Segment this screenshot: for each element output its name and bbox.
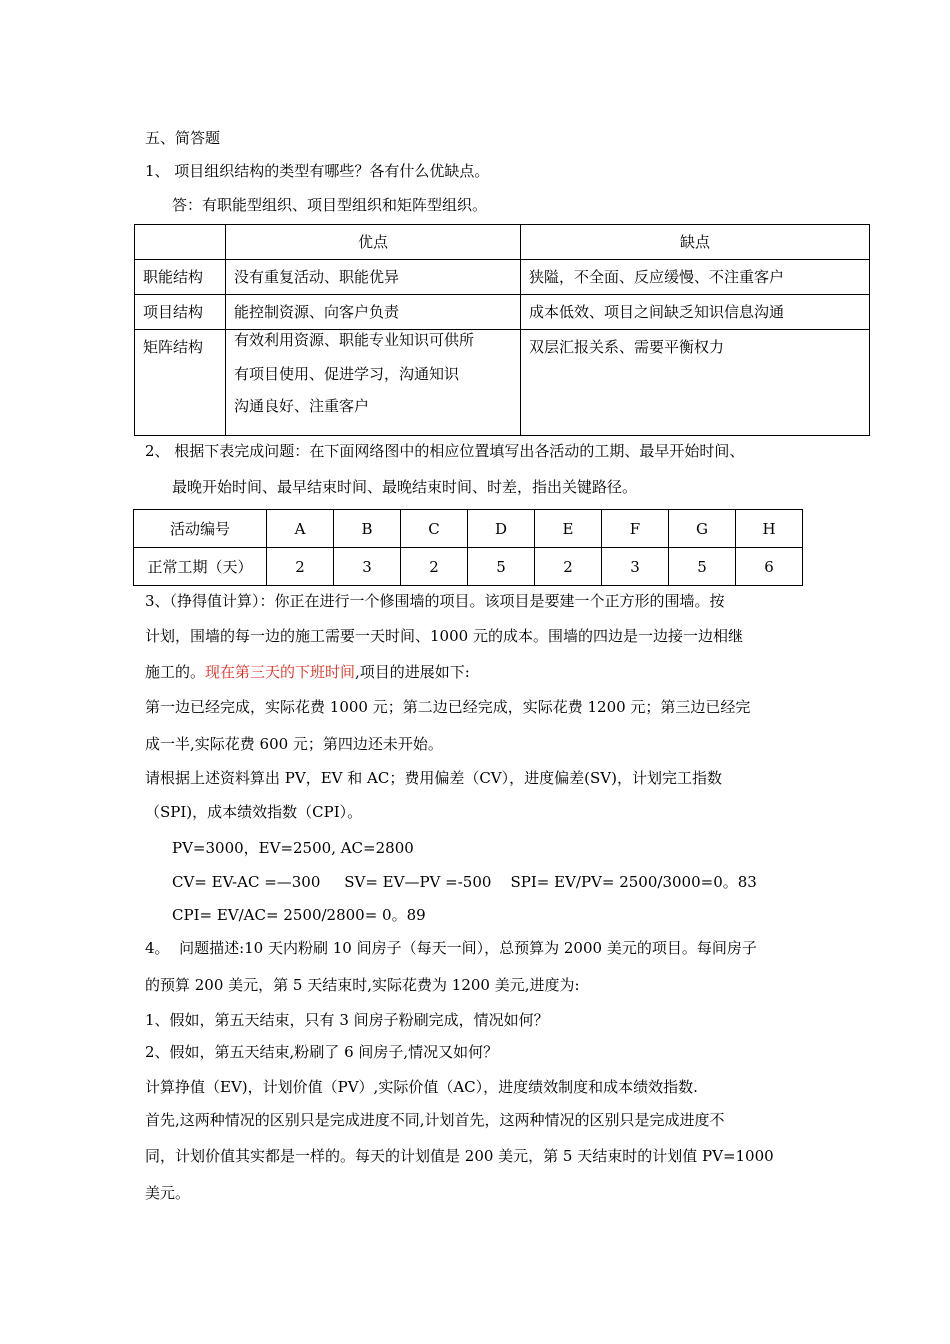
text-segment: ,项目的进展如下: <box>355 663 470 681</box>
calc-line-2: CV= EV-AC =—300 SV= EV—PV =-500 SPI= EV/PV= 2500/3000=0。83 <box>172 873 757 891</box>
calc-line-1: PV=3000，EV=2500, AC=2800 <box>172 839 414 857</box>
question-3-line-1: 3、（挣得值计算）：你正在进行一个修围墙的项目。该项目是要建一个正方形的围墙。按 <box>145 592 725 610</box>
structure-pros <box>226 330 521 436</box>
org-structure-table <box>134 224 870 436</box>
duration-value: 2 <box>535 548 602 586</box>
table-header-empty <box>135 225 226 260</box>
structure-type: 矩阵结构 <box>135 330 226 436</box>
question-4-line-6: 首先,这两种情况的区别只是完成进度不同,计划首先，这两种情况的区别只是完成进度不 <box>145 1111 725 1129</box>
calc-line-3: CPI= EV/AC= 2500/2800= 0。89 <box>172 906 426 924</box>
activity-id: B <box>334 510 401 548</box>
answer-1: 答：有职能型组织、项目型组织和矩阵型组织。 <box>172 196 488 214</box>
question-4-line-4: 2、假如，第五天结束,粉刷了 6 间房子,情况又如何？ <box>145 1043 499 1061</box>
table-header-cons: 缺点 <box>521 225 870 260</box>
question-4-line-5: 计算挣值（EV)，计划价值（PV）,实际价值（AC），进度绩效制度和成本绩效指数. <box>145 1078 698 1096</box>
question-3-line-7: （SPI)，成本绩效指数（CPI）。 <box>145 803 363 821</box>
highlighted-text: 现在第三天的下班时间 <box>205 663 356 681</box>
activity-id: A <box>267 510 334 548</box>
duration-value: 2 <box>401 548 468 586</box>
pros-line: 有项目使用、促进学习，沟通知识 <box>234 365 460 383</box>
pros-line: 有效利用资源、职能专业知识可供所 <box>234 331 475 349</box>
pros-line: 沟通良好、注重客户 <box>234 397 370 415</box>
duration-value: 6 <box>736 548 803 586</box>
question-4-line-1: 4。 问题描述:10 天内粉刷 10 间房子（每天一间），总预算为 2000 美元的项目。每间房子 <box>145 939 757 957</box>
text-segment: 施工的。 <box>145 663 206 681</box>
question-4-line-3: 1、假如，第五天结束，只有 3 间房子粉刷完成，情况如何？ <box>145 1011 549 1029</box>
activity-id: E <box>535 510 602 548</box>
table-row <box>134 510 803 548</box>
section-heading: 五、简答题 <box>145 129 221 147</box>
question-4-line-8: 美元。 <box>145 1184 191 1202</box>
question-4-line-7: 同，计划价值其实都是一样的。每天的计划值是 200 美元，第 5 天结束时的计划值 PV=1000 <box>145 1147 774 1165</box>
question-3-line-5: 成一半,实际花费 600 元；第四边还未开始。 <box>145 735 443 753</box>
structure-pros: 没有重复活动、职能优异 <box>226 260 521 295</box>
table-row <box>134 548 803 586</box>
activity-id: C <box>401 510 468 548</box>
table-row <box>135 330 870 436</box>
activity-table <box>133 509 803 586</box>
activity-id: F <box>602 510 669 548</box>
question-2-line-2: 最晚开始时间、最早结束时间、最晚结束时间、时差，指出关键路径。 <box>172 478 638 496</box>
duration-value: 5 <box>468 548 535 586</box>
table-row <box>135 260 870 295</box>
structure-pros: 能控制资源、向客户负责 <box>226 295 521 330</box>
question-3-line-4: 第一边已经完成，实际花费 1000 元；第二边已经完成，实际花费 1200 元；第三边已经完 <box>145 698 751 716</box>
duration-value: 2 <box>267 548 334 586</box>
duration-label: 正常工期（天） <box>134 548 267 586</box>
question-1: 1、 项目组织结构的类型有哪些？各有什么优缺点。 <box>145 162 490 180</box>
activity-id-label: 活动编号 <box>134 510 267 548</box>
structure-cons: 双层汇报关系、需要平衡权力 <box>521 330 870 436</box>
question-3-line-3 <box>145 662 470 682</box>
question-3-line-6: 请根据上述资料算出 PV，EV 和 AC；费用偏差（CV），进度偏差(SV)，计划完工指数 <box>145 769 722 787</box>
duration-value: 3 <box>334 548 401 586</box>
activity-id: G <box>669 510 736 548</box>
question-4-line-2: 的预算 200 美元，第 5 天结束时,实际花费为 1200 美元,进度为: <box>145 976 580 994</box>
structure-cons: 狭隘，不全面、反应缓慢、不注重客户 <box>521 260 870 295</box>
duration-value: 3 <box>602 548 669 586</box>
structure-type: 项目结构 <box>135 295 226 330</box>
structure-cons: 成本低效、项目之间缺乏知识信息沟通 <box>521 295 870 330</box>
activity-id: H <box>736 510 803 548</box>
duration-value: 5 <box>669 548 736 586</box>
table-header-pros: 优点 <box>226 225 521 260</box>
question-2-line-1: 2、 根据下表完成问题：在下面网络图中的相应位置填写出各活动的工期、最早开始时间、 <box>145 442 745 460</box>
structure-type: 职能结构 <box>135 260 226 295</box>
question-3-line-2: 计划，围墙的每一边的施工需要一天时间、1000 元的成本。围墙的四边是一边接一边相继 <box>145 627 743 645</box>
activity-id: D <box>468 510 535 548</box>
